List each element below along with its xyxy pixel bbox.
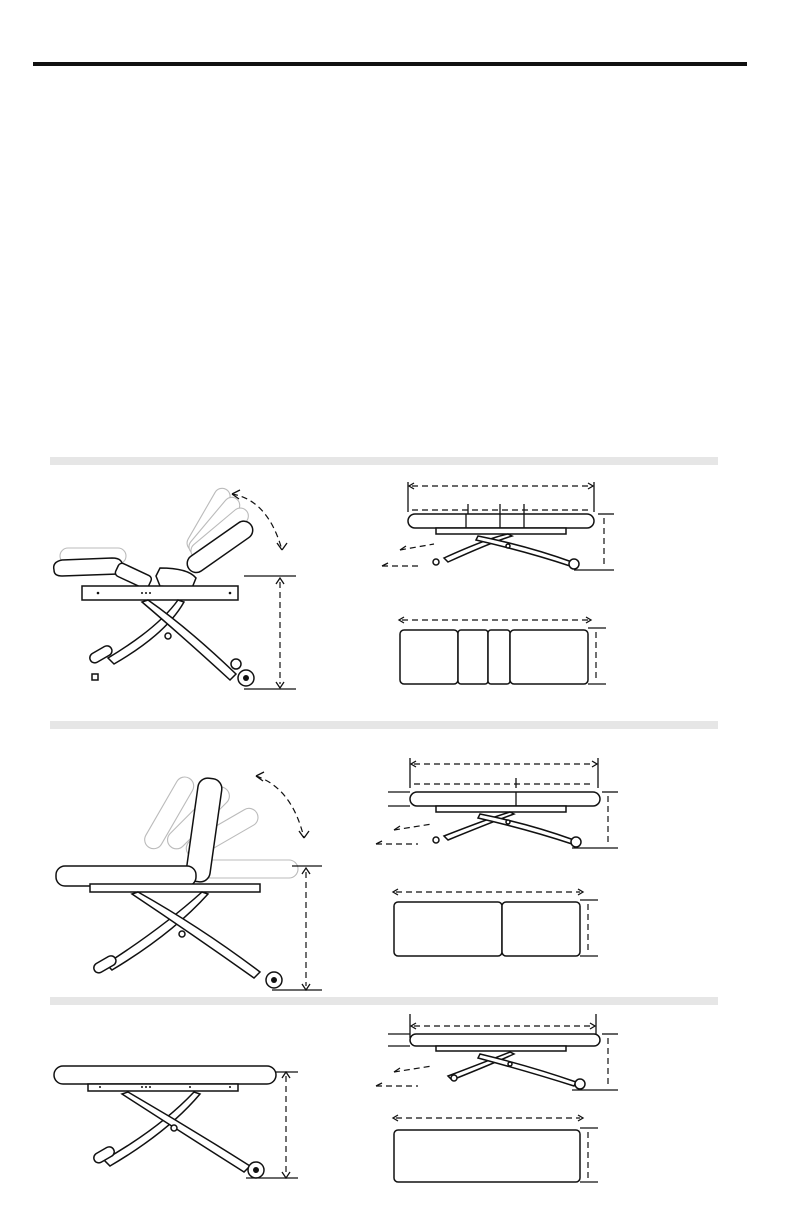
front-foot: [88, 644, 114, 665]
flat-dimension-top: [390, 1112, 610, 1186]
section-divider-2: [50, 721, 718, 729]
pivot: [165, 633, 171, 639]
two-section-dimension-top: [390, 886, 610, 960]
seat-pad: [56, 866, 196, 886]
base-plate: [90, 884, 260, 892]
foot-cap: [92, 674, 98, 680]
header-rule: [33, 62, 747, 66]
section-divider-1: [50, 457, 718, 465]
flat-table-side-illustration: [50, 1058, 330, 1182]
two-section-dimension-side: [370, 756, 620, 852]
base-plate: [88, 1084, 238, 1091]
base-plate: [82, 586, 238, 600]
flat-dimension-side: [370, 1012, 620, 1094]
leg-pad: [54, 558, 123, 576]
section-divider-3: [50, 997, 718, 1005]
two-section-table-side-illustration: [52, 768, 324, 993]
four-section-dimension-top: [392, 616, 616, 690]
rear-leg: [142, 600, 236, 680]
front-leg: [108, 600, 184, 664]
four-section-table-side-illustration: [48, 478, 308, 693]
table-pad: [54, 1066, 276, 1084]
four-section-dimension-side: [378, 478, 618, 578]
